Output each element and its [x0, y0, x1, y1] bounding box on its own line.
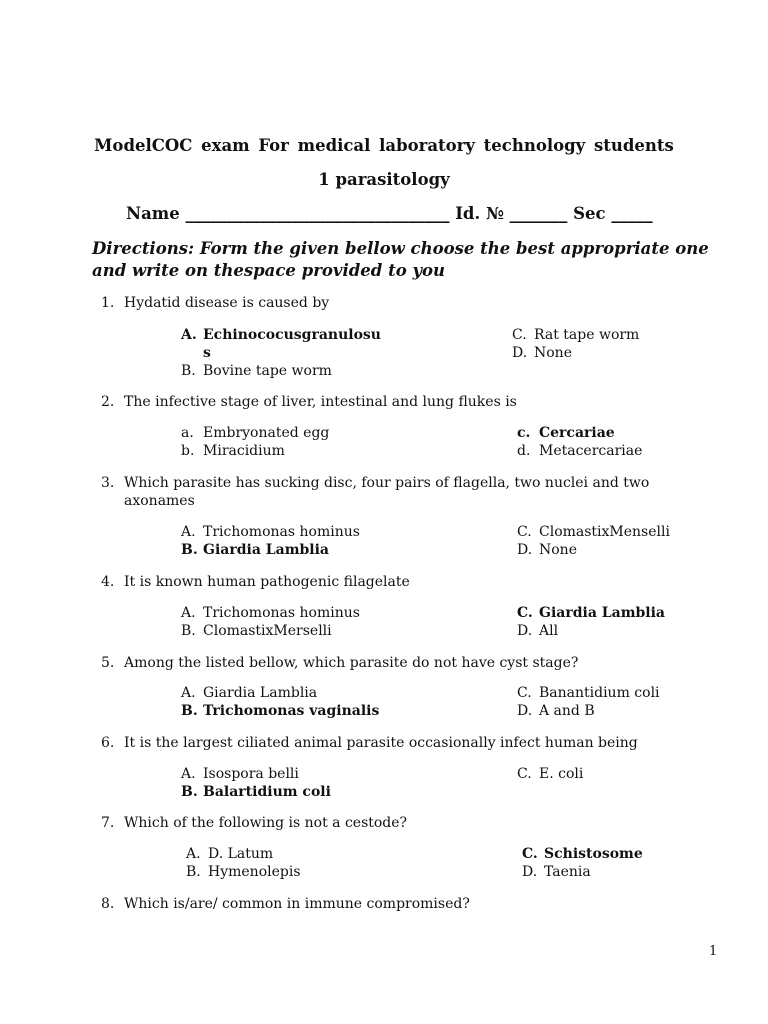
question-text: Hydatid disease is caused by	[124, 295, 330, 311]
question-number: 3.	[101, 475, 115, 491]
question-number: 4.	[101, 574, 115, 590]
exam-title: ModelCOC exam For medical laboratory technology students	[94, 136, 674, 155]
option-4d: D. All	[517, 623, 559, 639]
option-7c: C. Schistosome	[522, 846, 643, 862]
option-5a: A. Giardia Lamblia	[181, 685, 318, 701]
question-text: It is known human pathogenic filagelate	[124, 574, 410, 590]
option-4b: B. ClomastixMerselli	[181, 623, 332, 639]
option-1a: A. Echinococusgranulosu	[181, 327, 381, 343]
option-7a: A. D. Latum	[186, 846, 274, 862]
option-5c: C. Banantidium coli	[517, 685, 660, 701]
option-3c: C. ClomastixMenselli	[517, 524, 670, 540]
question-text: Which is/are/ common in immune compromised?	[124, 896, 470, 912]
option-2b: b. Miracidium	[181, 443, 285, 459]
directions: Directions: Form the given bellow choose the best appropriate one and write on thespace provided to you	[92, 239, 709, 280]
question-text: Which parasite has sucking disc, four pairs of flagella, two nuclei and two axonames	[124, 475, 650, 509]
option-5d: D. A and B	[517, 703, 595, 719]
question-number: 8.	[101, 896, 115, 912]
option-7b: B. Hymenolepis	[186, 864, 301, 880]
page-number: 1	[709, 944, 718, 959]
option-2a: a. Embryonated egg	[181, 425, 330, 441]
option-3b: B. Giardia Lamblia	[181, 542, 329, 558]
question-text: It is the largest ciliated animal parasite occasionally infect human being	[124, 735, 638, 751]
option-3d: D. None	[517, 542, 577, 558]
option-4a: A. Trichomonas hominus	[181, 605, 360, 621]
question-number: 6.	[101, 735, 115, 751]
option-1a-continued: s	[203, 345, 211, 361]
question-text: The infective stage of liver, intestinal and lung flukes is	[124, 394, 517, 410]
option-6a: A. Isospora belli	[181, 766, 299, 782]
option-7d: D. Taenia	[522, 864, 591, 880]
name-id-section-line: Name ________________________________ Id. № _______ Sec _____	[126, 204, 653, 223]
question-number: 2.	[101, 394, 115, 410]
option-1b: B. Bovine tape worm	[181, 363, 332, 379]
question-number: 1.	[101, 295, 115, 311]
question-text: Among the listed bellow, which parasite do not have cyst stage?	[124, 655, 579, 671]
question-number: 7.	[101, 815, 115, 831]
option-2c: c. Cercariae	[517, 425, 615, 441]
exam-subtitle: 1 parasitology	[318, 170, 450, 189]
option-1c: C. Rat tape worm	[512, 327, 640, 343]
option-6c: C. E. coli	[517, 766, 584, 782]
option-3a: A. Trichomonas hominus	[181, 524, 360, 540]
option-6b: B. Balartidium coli	[181, 784, 331, 800]
option-5b: B. Trichomonas vaginalis	[181, 703, 380, 719]
option-4c: C. Giardia Lamblia	[517, 605, 665, 621]
option-2d: d. Metacercariae	[517, 443, 643, 459]
option-1d: D. None	[512, 345, 572, 361]
question-text: Which of the following is not a cestode?	[124, 815, 408, 831]
question-number: 5.	[101, 655, 115, 671]
